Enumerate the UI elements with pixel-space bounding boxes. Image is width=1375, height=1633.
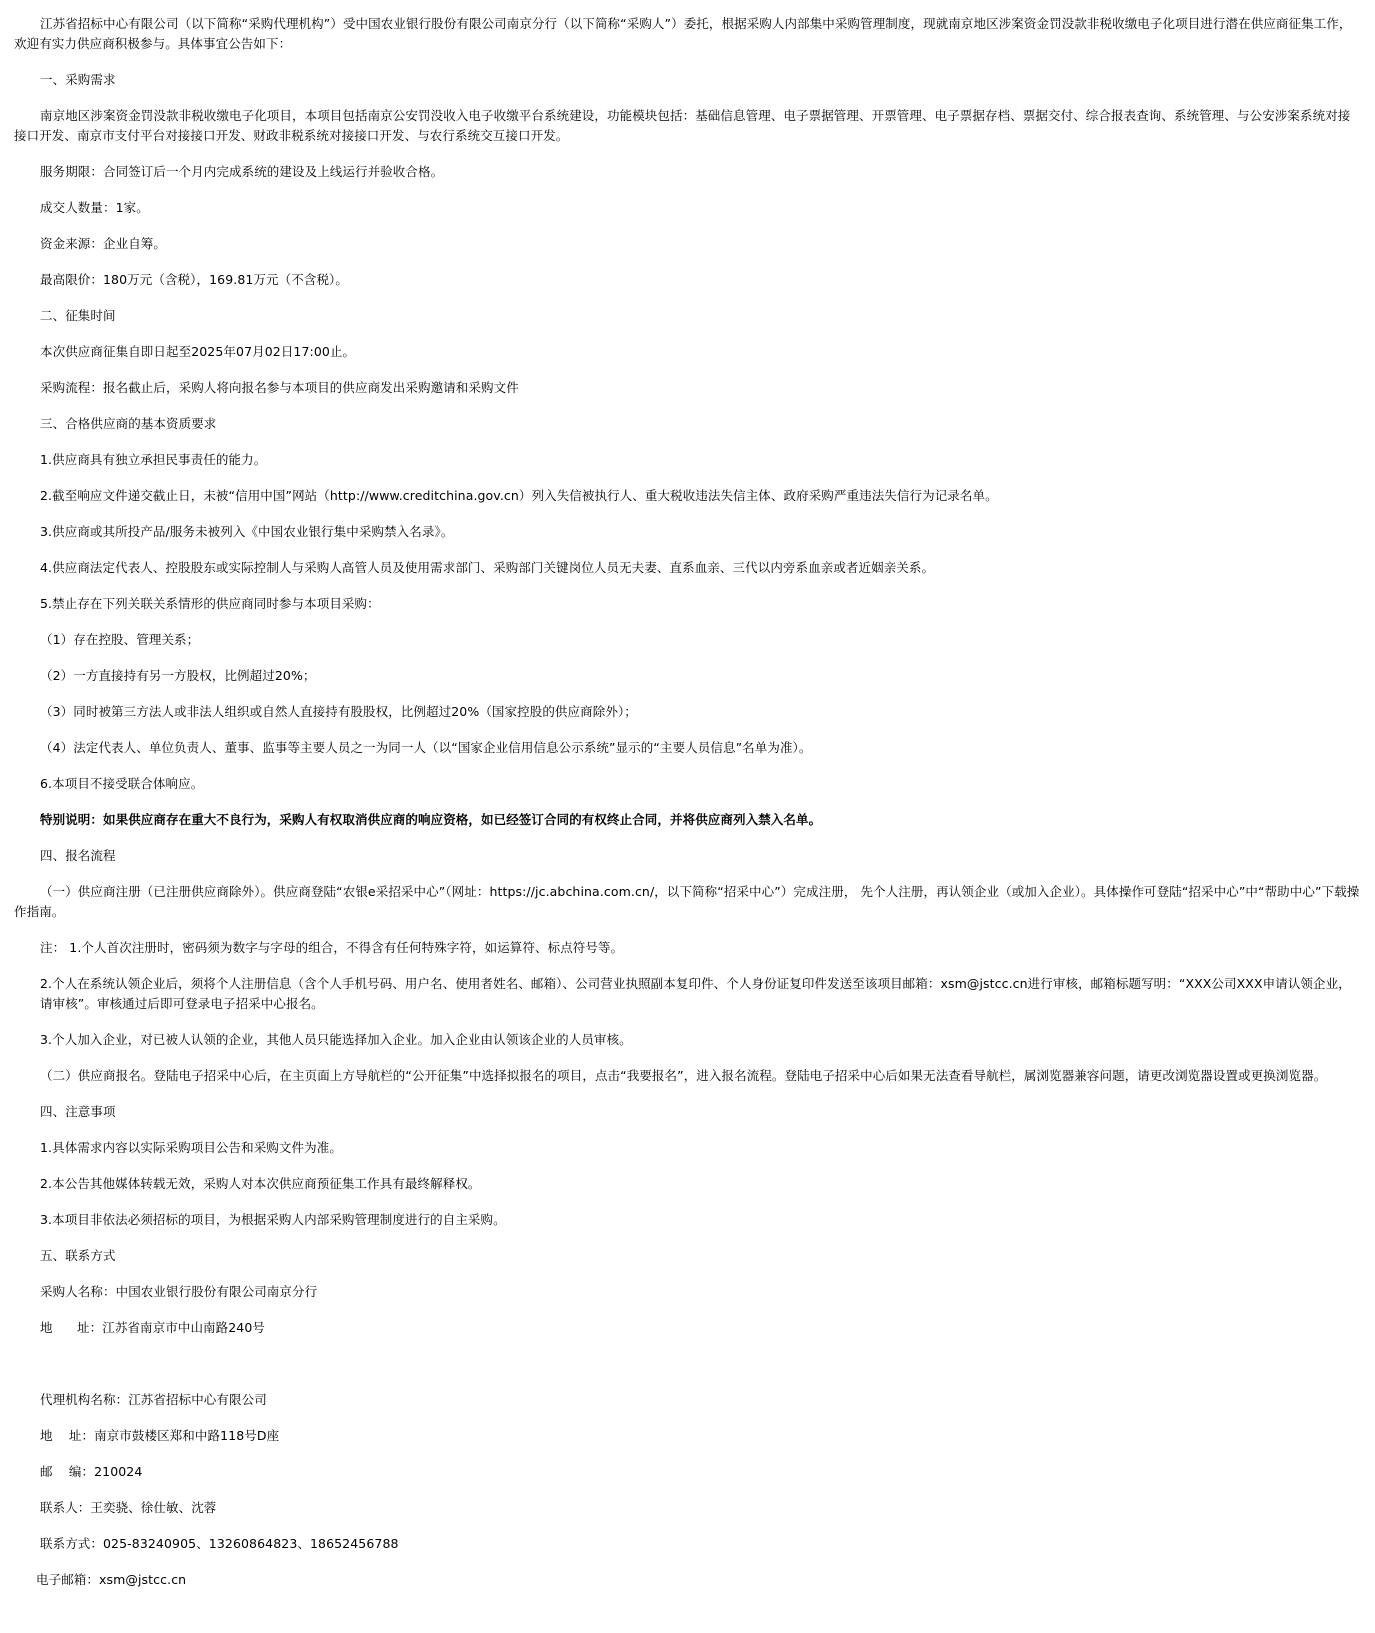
- contact-email: 电子邮箱：xsm@jstcc.cn: [36, 1572, 187, 1587]
- winner-count: 成交人数量：1家。: [40, 200, 149, 215]
- registration-note-1: 注： 1.个人首次注册时，密码须为数字与字母的组合，不得含有任何特殊字符，如运算符、标点符号等。: [40, 940, 624, 955]
- qualification-item-4: 4.供应商法定代表人、控股股东或实际控制人与采购人高管人员及使用需求部门、采购部门关键岗位人员无夫妻、直系血亲、三代以内旁系血亲或者近姻亲关系。: [40, 560, 935, 575]
- registration-note-3: 3.个人加入企业，对已被人认领的企业，其他人员只能选择加入企业。加入企业由认领该企业的人员审核。: [40, 1032, 632, 1047]
- fund-source: 资金来源：企业自筹。: [40, 236, 167, 251]
- registration-note-2: 2.个人在系统认领企业后，须将个人注册信息（含个人手机号码、用户名、使用者姓名、邮箱）、公司营业执照副本复印件、个人身份证复印件发送至该项目邮箱：xsm@jstcc.cn进行审核，邮箱标题写明：“XXX公司XXX申请认领企业，请审核”。审核通过后即可登录电子招采中心报名。: [40, 976, 1351, 1011]
- notice-item-1: 1.具体需求内容以实际采购项目公告和采购文件为准。: [40, 1140, 342, 1155]
- section-contact-title: 五、联系方式: [40, 1248, 116, 1263]
- agent-address: 地 址：南京市鼓楼区郑和中路118号D座: [40, 1428, 280, 1443]
- notice-item-2: 2.本公告其他媒体转载无效，采购人对本次供应商预征集工作具有最终解释权。: [40, 1176, 481, 1191]
- section-notes-title: 四、注意事项: [40, 1104, 116, 1119]
- section-requirements-title: 一、采购需求: [40, 72, 116, 87]
- supplier-application: （二）供应商报名。登陆电子招采中心后，在主页面上方导航栏的“公开征集”中选择拟报名的项目，点击“我要报名”，进入报名流程。登陆电子招采中心后如果无法查看导航栏，属浏览器兼容问题，请更改浏览器设置或更换浏览器。: [40, 1068, 1327, 1083]
- section-qualification-title: 三、合格供应商的基本资质要求: [40, 416, 217, 431]
- qualification-item-6: 6.本项目不接受联合体响应。: [40, 776, 204, 791]
- qualification-item-1: 1.供应商具有独立承担民事责任的能力。: [40, 452, 267, 467]
- collection-time: 本次供应商征集自即日起至2025年07月02日17:00止。: [40, 344, 356, 359]
- supplier-registration: （一）供应商注册（已注册供应商除外）。供应商登陆“农银e采招采中心”（网址：https://jc.abchina.com.cn/，以下简称“招采中心”）完成注册， 先个人注册，再认领企业（或加入企业）。具体操作可登陆“招采中心”中“帮助中心”下载操作指南。: [14, 884, 1360, 919]
- postcode: 邮 编：210024: [40, 1464, 143, 1479]
- buyer-address: 地 址：江苏省南京市中山南路240号: [40, 1320, 265, 1335]
- procurement-flow: 采购流程：报名截止后，采购人将向报名参与本项目的供应商发出采购邀请和采购文件: [40, 380, 519, 395]
- qualification-item-3: 3.供应商或其所投产品/服务未被列入《中国农业银行集中采购禁入名录》。: [40, 524, 454, 539]
- requirements-description: 南京地区涉案资金罚没款非税收缴电子化项目，本项目包括南京公安罚没收入电子收缴平台系统建设，功能模块包括：基础信息管理、电子票据管理、开票管理、电子票据存档、票据交付、综合报表查询、系统管理、与公安涉案系统对接接口开发、南京市支付平台对接接口开发、财政非税系统对接接口开发、与农行系统交互接口开发。: [14, 108, 1351, 143]
- agent-name: 代理机构名称：江苏省招标中心有限公司: [40, 1392, 267, 1407]
- qualification-item-5: 5.禁止存在下列关联关系情形的供应商同时参与本项目采购：: [40, 596, 380, 611]
- price-limit: 最高限价：180万元（含税），169.81万元（不含税）。: [40, 272, 348, 287]
- contact-persons: 联系人：王奕骁、徐仕敏、沈蓉: [40, 1500, 217, 1515]
- relation-item-4: （4）法定代表人、单位负责人、董事、监事等主要人员之一为同一人（以“国家企业信用信息公示系统”显示的“主要人员信息”名单为准）。: [40, 740, 812, 755]
- service-period: 服务期限：合同签订后一个月内完成系统的建设及上线运行并验收合格。: [40, 164, 444, 179]
- special-note: 特别说明：如果供应商存在重大不良行为，采购人有权取消供应商的响应资格，如已经签订合同的有权终止合同，并将供应商列入禁入名单。: [40, 812, 822, 827]
- blank-gap: [40, 1354, 1361, 1390]
- section-registration-title: 四、报名流程: [40, 848, 116, 863]
- notice-item-3: 3.本项目非依法必须招标的项目，为根据采购人内部采购管理制度进行的自主采购。: [40, 1212, 506, 1227]
- buyer-name: 采购人名称：中国农业银行股份有限公司南京分行: [40, 1284, 318, 1299]
- section-time-title: 二、征集时间: [40, 308, 116, 323]
- qualification-item-2: 2.截至响应文件递交截止日，未被“信用中国”网站（http://www.creditchina.gov.cn）列入失信被执行人、重大税收违法失信主体、政府采购严重违法失信行为记录名单。: [40, 488, 998, 503]
- contact-phone: 联系方式：025-83240905、13260864823、18652456788: [40, 1536, 399, 1551]
- relation-item-3: （3）同时被第三方法人或非法人组织或自然人直接持有股股权，比例超过20%（国家控股的供应商除外）；: [40, 704, 637, 719]
- relation-item-1: （1）存在控股、管理关系；: [40, 632, 200, 647]
- intro-paragraph: 江苏省招标中心有限公司（以下简称“采购代理机构”）受中国农业银行股份有限公司南京分行（以下简称“采购人”）委托，根据采购人内部集中采购管理制度，现就南京地区涉案资金罚没款非税收缴电子化项目进行潜在供应商征集工作，欢迎有实力供应商积极参与。具体事宜公告如下：: [14, 16, 1352, 51]
- relation-item-2: （2）一方直接持有另一方股权，比例超过20%；: [40, 668, 316, 683]
